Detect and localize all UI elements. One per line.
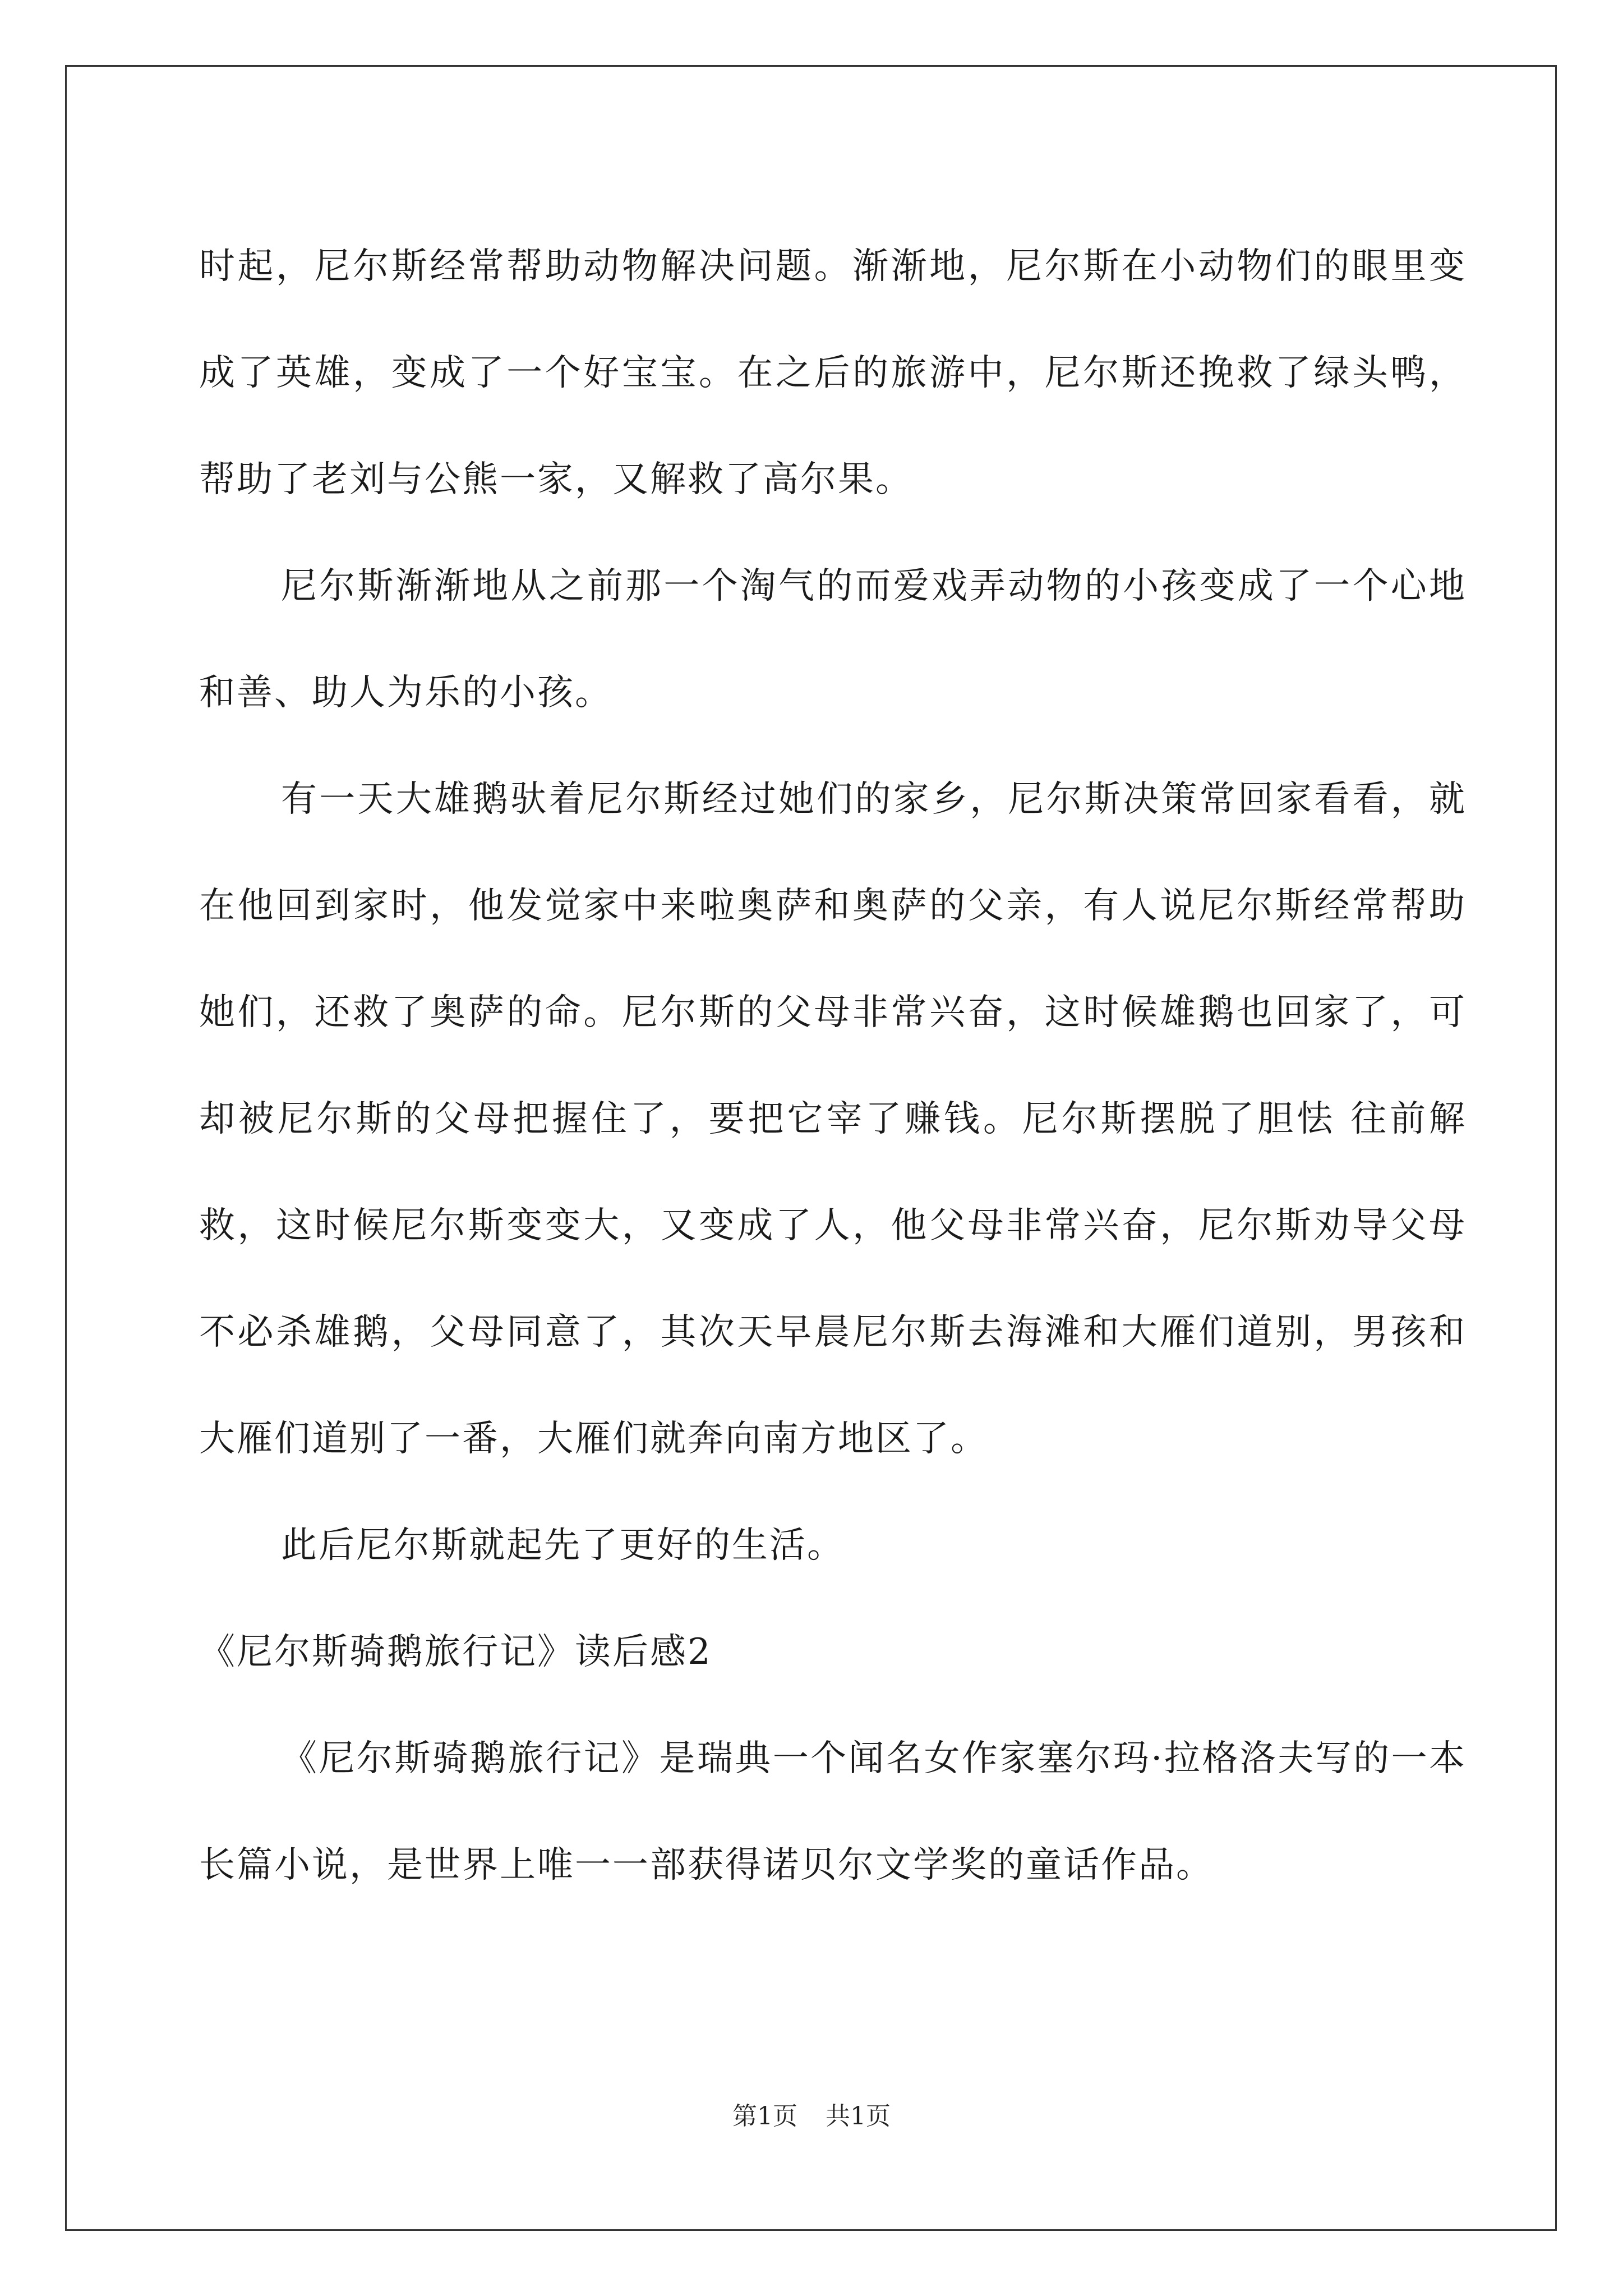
paragraph-2: 尼尔斯渐渐地从之前那一个淘气的而爱戏弄动物的小孩变成了一个心地和善、助人为乐的小孩。 [199, 565, 1467, 714]
document-body [199, 213, 1467, 1918]
paragraph-5: 《尼尔斯骑鹅旅行记》是瑞典一个闻名女作家塞尔玛·拉格洛夫写的一本长篇小说，是世界上唯一一部获得诺贝尔文学奖的童话作品。 [199, 1738, 1467, 1886]
page-number-current: 第1页 [732, 2102, 797, 2131]
section-heading: 《尼尔斯骑鹅旅行记》读后感2 [199, 1631, 712, 1673]
page-number-total: 共1页 [826, 2102, 891, 2131]
paragraph-4: 此后尼尔斯就起先了更好的生活。 [281, 1525, 845, 1566]
paragraph-3: 有一天大雄鹅驮着尼尔斯经过她们的家乡，尼尔斯决策常回家看看，就在他回到家时，他发觉家中来啦奥萨和奥萨的父亲，有人说尼尔斯经常帮助她们，还救了奥萨的命。尼尔斯的父母非常兴奋，这时候雄鹅也回家了，可却被尼尔斯的父母把握住了，要把它宰了赚钱。尼尔斯摆脱了胆怯 往前解救，这时候尼尔斯变变大，又变成了人，他父母非常兴奋，尼尔斯劝导父母不必杀雄鹅，父母同意了，其次天早晨尼尔斯去海滩和大雁们道别，男孩和大雁们道别了一番，大雁们就奔向南方地区了。 [199, 779, 1467, 1460]
page-footer [0, 2100, 1623, 2133]
paragraph-1: 时起，尼尔斯经常帮助动物解决问题。渐渐地，尼尔斯在小动物们的眼里变成了英雄，变成了一个好宝宝。在之后的旅游中，尼尔斯还挽救了绿头鸭，帮助了老刘与公熊一家，又解救了高尔果。 [199, 246, 1467, 500]
